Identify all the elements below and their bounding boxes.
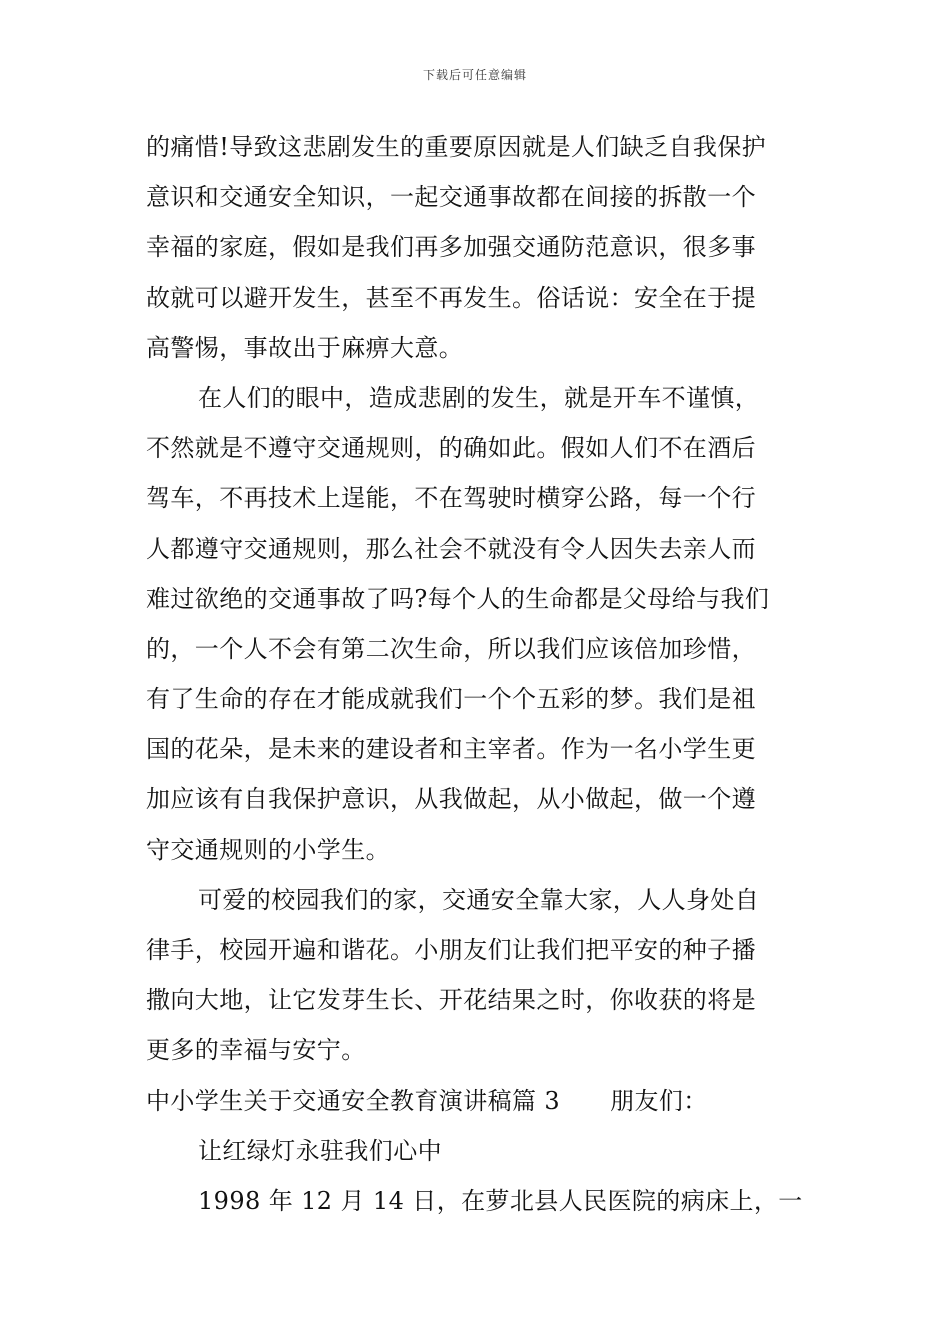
paragraph-line: 国的花朵，是未来的建设者和主宰者。作为一名小学生更 xyxy=(146,735,756,764)
speech-subtitle: 让红绿灯永驻我们心中 xyxy=(198,1136,442,1165)
paragraph-line: 有了生命的存在才能成就我们一个个五彩的梦。我们是祖 xyxy=(146,685,756,714)
paragraph-line: 的，一个人不会有第二次生命，所以我们应该倍加珍惜， xyxy=(146,634,756,663)
paragraph-line: 难过欲绝的交通事故了吗?每个人的生命都是父母给与我们 xyxy=(146,584,770,613)
paragraph-line: 幸福的家庭，假如是我们再多加强交通防范意识，很多事 xyxy=(146,233,756,262)
paragraph-line: 意识和交通安全知识，一起交通事故都在间接的拆散一个 xyxy=(146,183,756,212)
paragraph-line: 在人们的眼中，造成悲剧的发生，就是开车不谨慎， xyxy=(198,383,760,412)
paragraph-line: 不然就是不遵守交通规则，的确如此。假如人们不在酒后 xyxy=(146,434,756,463)
paragraph-line: 1998 年 12 月 14 日，在萝北县人民医院的病床上，一 xyxy=(198,1186,803,1215)
document-body xyxy=(146,122,806,1226)
section-heading-line xyxy=(146,1076,806,1126)
section-greeting: 朋友们： xyxy=(610,1086,708,1115)
paragraph-line: 守交通规则的小学生。 xyxy=(146,835,390,864)
paragraph-line: 加应该有自我保护意识，从我做起，从小做起，做一个遵 xyxy=(146,785,756,814)
page-header: 下载后可任意编辑 xyxy=(422,68,527,82)
paragraph-line: 驾车，不再技术上逞能，不在驾驶时横穿公路，每一个行 xyxy=(146,484,756,513)
paragraph-line: 律手，校园开遍和谐花。小朋友们让我们把平安的种子播 xyxy=(146,936,756,964)
paragraph-line: 人都遵守交通规则，那么社会不就没有令人因失去亲人而 xyxy=(146,534,756,563)
paragraph-line: 故就可以避开发生，甚至不再发生。俗话说：安全在于提 xyxy=(146,283,756,312)
paragraph-line: 可爱的校园我们的家，交通安全靠大家，人人身处自 xyxy=(198,885,760,914)
paragraph-line: 的痛惜!导致这悲剧发生的重要原因就是人们缺乏自我保护 xyxy=(146,133,767,161)
section-title: 中小学生关于交通安全教育演讲稿篇 3 xyxy=(146,1086,561,1115)
paragraph-line: 高警惕，事故出于麻痹大意。 xyxy=(146,333,464,362)
paragraph-line: 撒向大地，让它发芽生长、开花结果之时，你收获的将是 xyxy=(146,986,756,1015)
paragraph-line: 更多的幸福与安宁。 xyxy=(146,1036,366,1065)
